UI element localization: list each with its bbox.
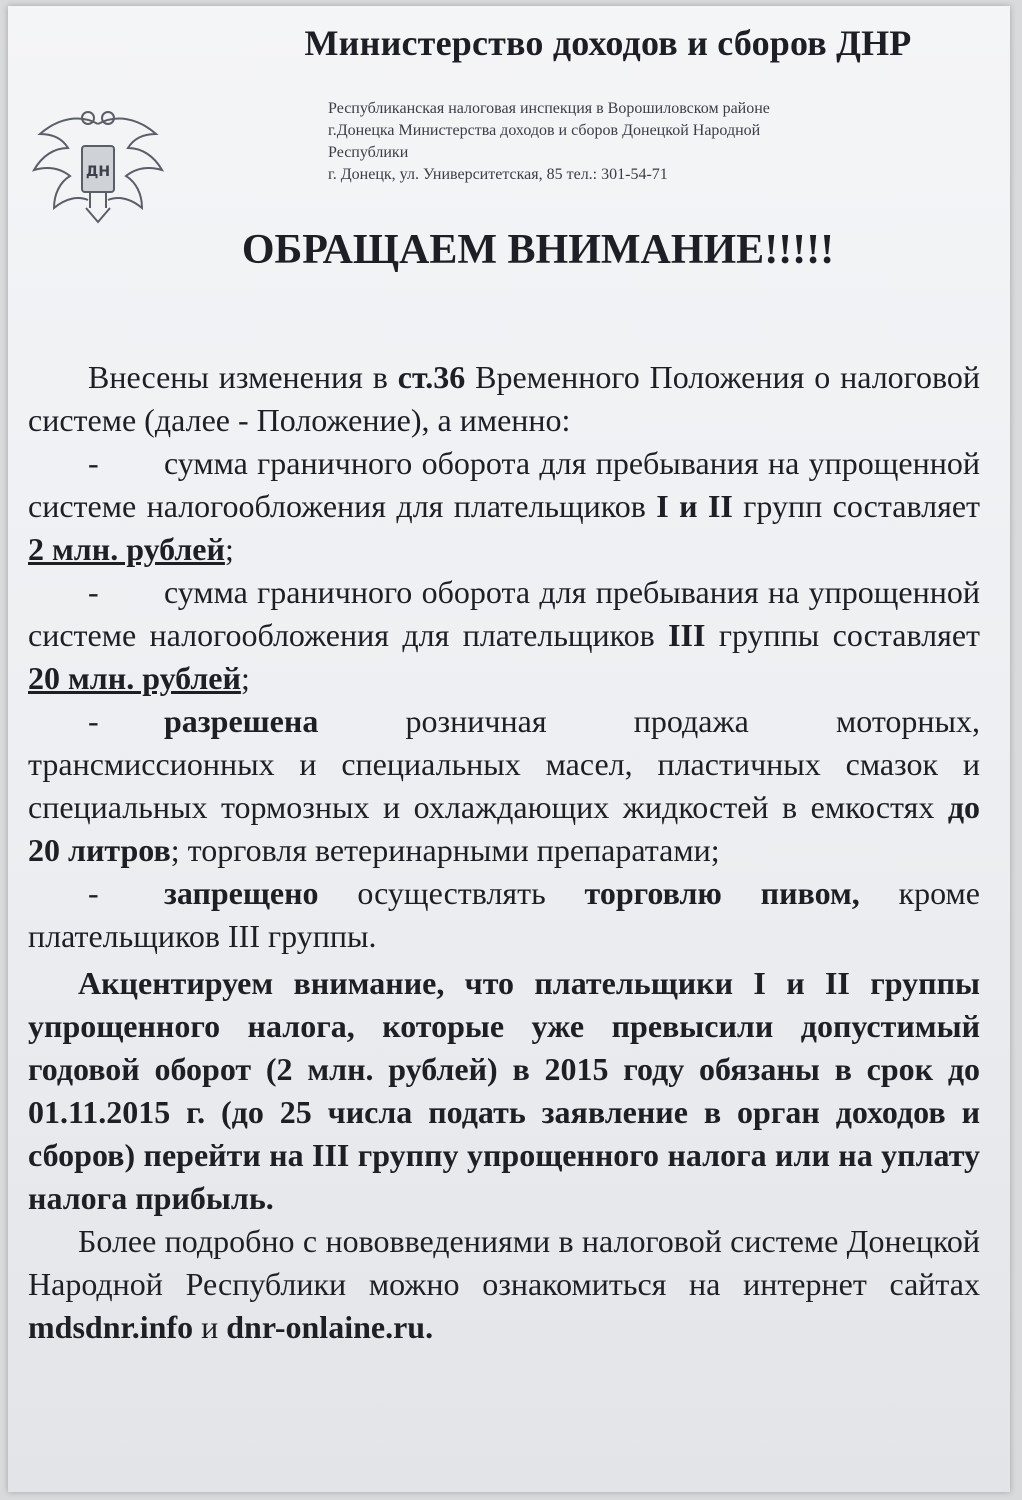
bullet-item-1: - сумма граничного оборота для пребывания на упрощенной системе налогообложения для плательщиков I и II групп составляет 2 млн. рублей; [28,442,980,571]
footer-paragraph: Более подробно с нововведениями в налоговой системе Донецкой Народной Республики можно ознакомиться на интернет сайтах mdsdnr.info и dnr-onlaine.ru. [28,1223,980,1345]
bullet-item-3: - разрешена розничная продажа моторных, трансмиссионных и специальных масел, пластичных смазок и специальных тормозных и охлаждающих жидкостей в емкостях до 20 литров; торговля ветеринарными препаратами; [28,700,980,872]
address-line-1: Республиканская налоговая инспекция в Ворошиловском районе [328,100,770,117]
address-line-2: г.Донецка Министерства доходов и сборов Донецкой Народной [328,122,761,139]
bullet-dash: - [88,574,99,610]
website-link-dnr-onlaine: dnr-onlaine.ru. [226,1309,434,1345]
notice-sheet [8,6,1010,1492]
ministry-title: Министерство доходов и сборов ДНР [304,23,912,63]
notice-body [28,356,980,1349]
bullet-dash: - [88,445,99,481]
bullet-item-4: - запрещено осуществлять торговлю пивом, кроме плательщиков III группы. [28,872,980,958]
address-line-3: Республики [328,144,409,161]
website-link-mdsdnr: mdsdnr.info [28,1309,194,1345]
intro-paragraph: Внесены изменения в ст.36 Временного Положения о налоговой системе (далее - Положение), а именно: [28,359,981,438]
accent-paragraph: Акцентируем внимание, что плательщики I и II группы упрощенного налога, которые уже превысили допустимый годовой оборот (2 млн. рублей) в 2015 году обязаны в срок до 01.11.2015 г. (до 25 числа подать заявление в орган доходов и сборов) перейти на III группу упрощенного налога или на уплату налога прибыль. [28,965,980,1216]
address-line-4: г. Донецк, ул. Университетская, 85 тел.: 301-54-71 [328,166,668,183]
bullet-item-2: - сумма граничного оборота для пребывания на упрощенной системе налогообложения для плательщиков III группы составляет 20 млн. рублей; [28,571,980,700]
bullet-dash: - [88,703,99,739]
notice-headline: ОБРАЩАЕМ ВНИМАНИЕ!!!!! [241,227,835,273]
coat-of-arms-icon [18,104,178,234]
bullet-dash: - [88,875,99,911]
emblem-initials: ДН [85,164,111,180]
inspection-address [328,98,948,186]
